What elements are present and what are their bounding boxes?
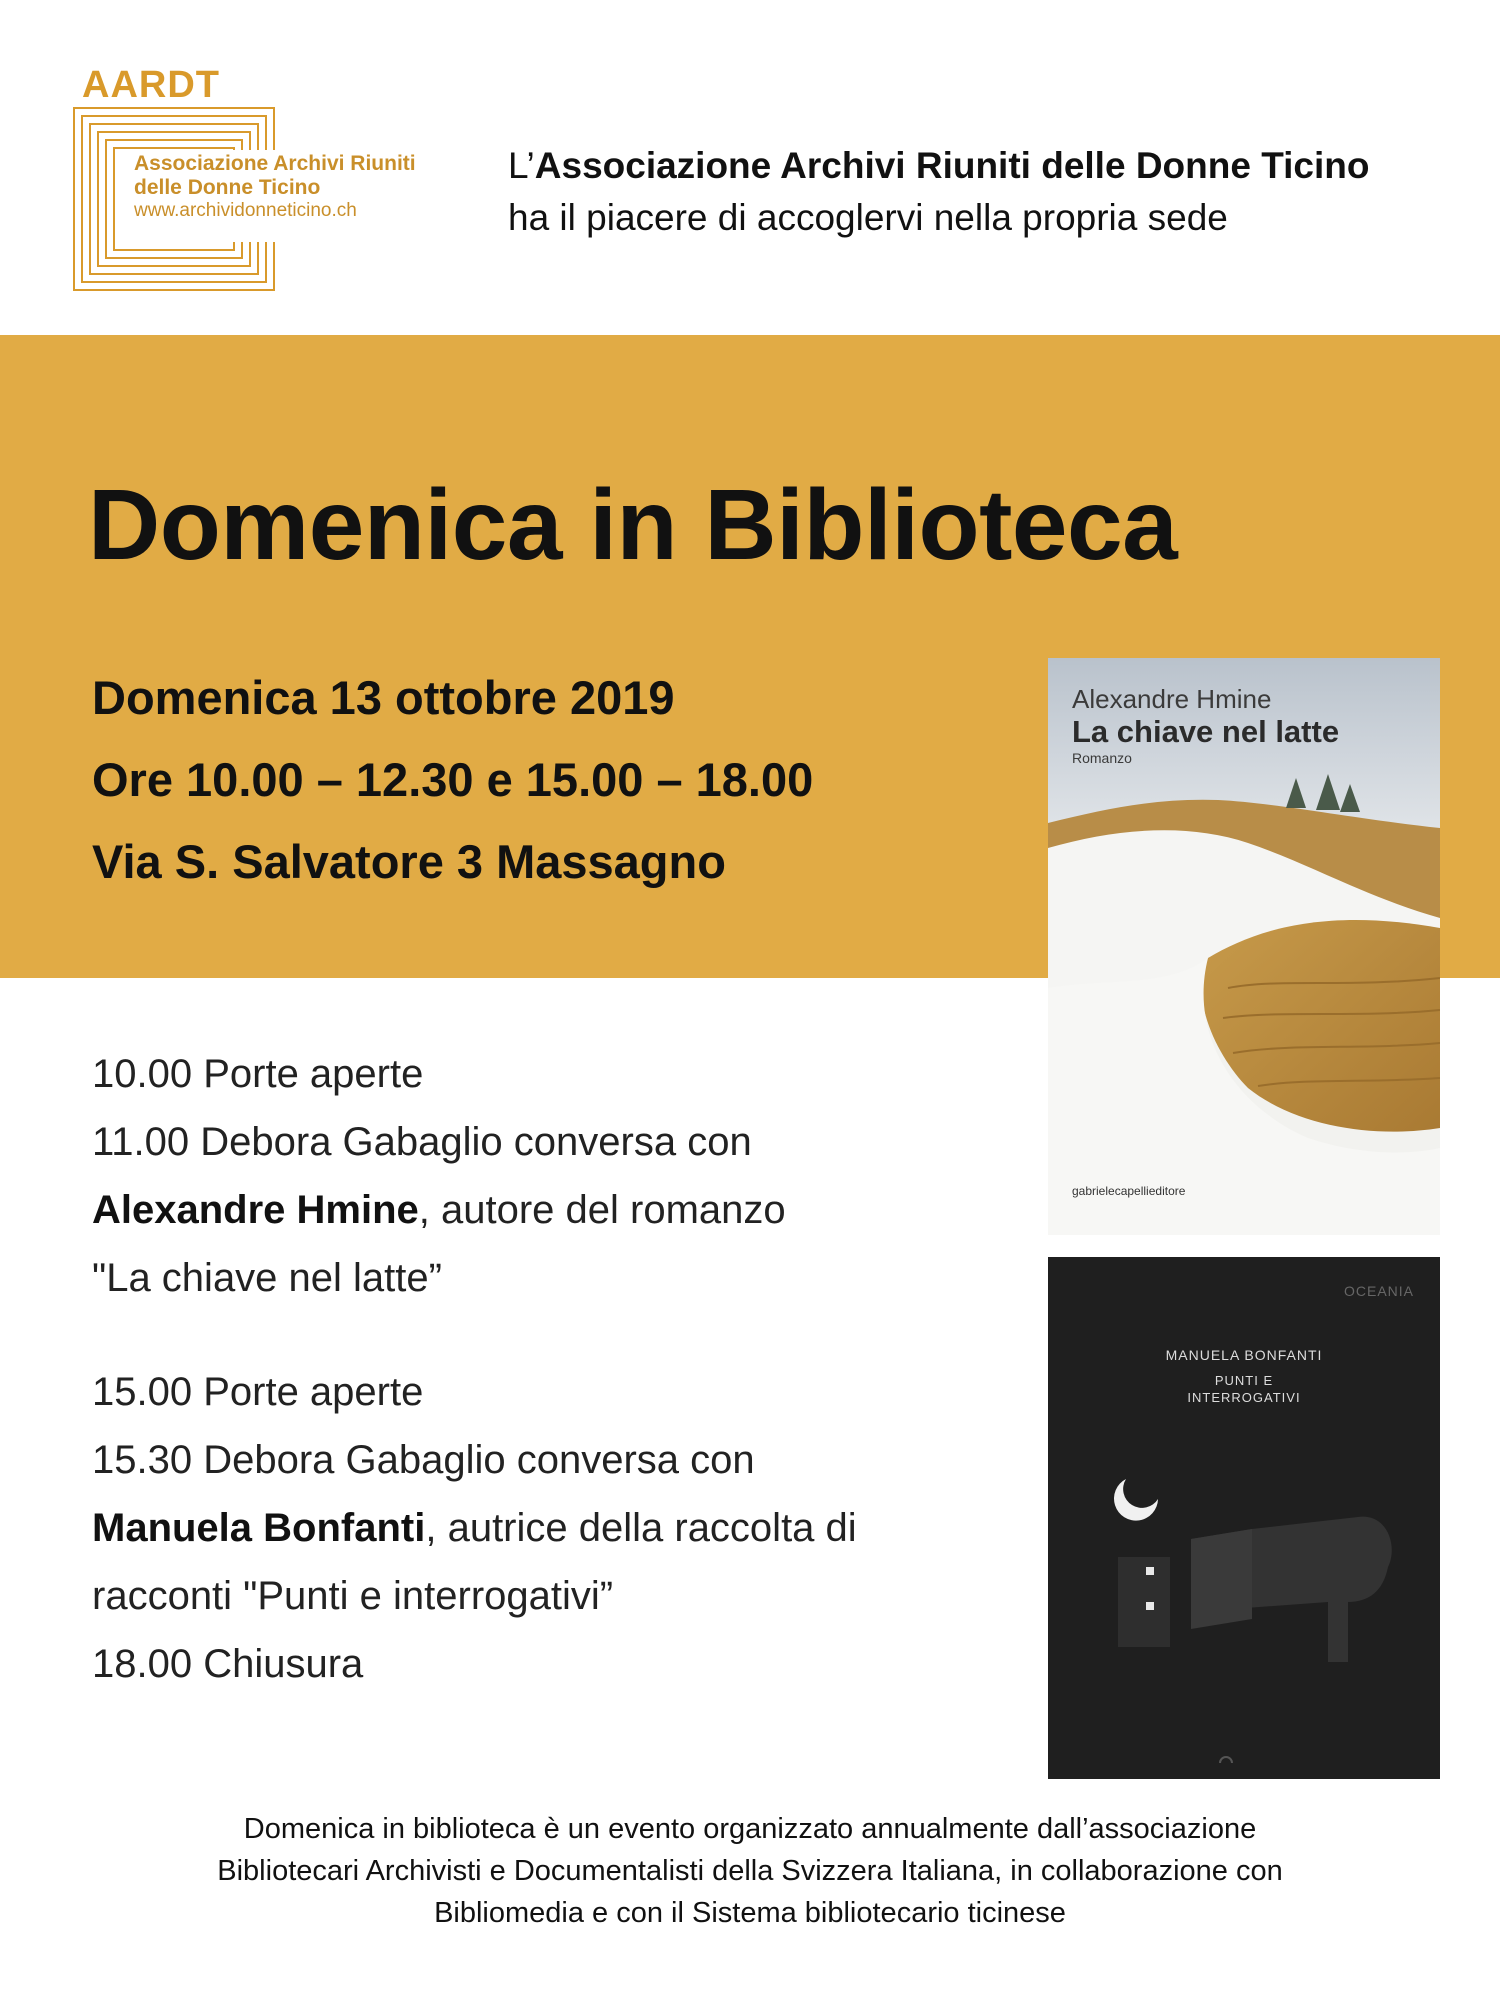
cover2-title-line-2: INTERROGATIVI bbox=[1187, 1389, 1301, 1405]
program-afternoon-close: 18.00 Chiusura bbox=[92, 1642, 364, 1686]
program bbox=[92, 1040, 857, 1698]
cover1-author: Alexandre Hmine bbox=[1072, 684, 1272, 714]
intro-prefix: L’ bbox=[508, 145, 535, 186]
footer-note bbox=[150, 1808, 1350, 1934]
event-hours: Ore 10.00 – 12.30 e 15.00 – 18.00 bbox=[92, 753, 814, 806]
intro-line-1 bbox=[508, 140, 1369, 192]
footer-line-2: Bibliotecari Archivisti e Documentalisti della Svizzera Italiana, in collaborazione con bbox=[217, 1855, 1283, 1887]
logo-url: www.archividonneticino.ch bbox=[134, 200, 357, 222]
intro bbox=[508, 140, 1369, 244]
cover-question-mark-illustration bbox=[1048, 1257, 1440, 1779]
cover2-title-line-1: PUNTI E bbox=[1214, 1373, 1274, 1388]
program-afternoon-author: Manuela Bonfanti bbox=[92, 1506, 426, 1550]
program-morning-author: Alexandre Hmine bbox=[92, 1188, 419, 1232]
footer-line-3: Bibliomedia e con il Sistema bibliotecario ticinese bbox=[434, 1897, 1066, 1929]
event-info bbox=[92, 670, 813, 916]
program-morning-book: "La chiave nel latte” bbox=[92, 1256, 442, 1300]
program-morning-open: 10.00 Porte aperte bbox=[92, 1052, 424, 1096]
event-address: Via S. Salvatore 3 Massagno bbox=[92, 835, 726, 888]
logo-line-2: delle Donne Ticino bbox=[134, 176, 321, 200]
program-morning-author-desc: , autore del romanzo bbox=[418, 1188, 786, 1232]
program-afternoon-author-row bbox=[92, 1494, 857, 1562]
program-afternoon-talk: 15.30 Debora Gabaglio conversa con bbox=[92, 1438, 755, 1482]
logo-acronym: AARDT bbox=[82, 64, 220, 106]
logo bbox=[72, 64, 482, 294]
program-afternoon-author-desc: , autrice della raccolta di bbox=[425, 1506, 857, 1550]
program-morning-talk: 11.00 Debora Gabaglio conversa con bbox=[92, 1120, 752, 1164]
program-spacer bbox=[92, 1312, 857, 1358]
logo-text bbox=[134, 152, 416, 222]
book-cover-punti-e-interrogativi bbox=[1048, 1257, 1440, 1779]
cover1-title: La chiave nel latte bbox=[1072, 714, 1340, 749]
intro-line-2: ha il piacere di accoglervi nella propria sede bbox=[508, 196, 1228, 238]
intro-org-name: Associazione Archivi Riuniti delle Donne Ticino bbox=[534, 145, 1370, 186]
cover2-author: MANUELA BONFANTI bbox=[1165, 1347, 1323, 1363]
program-afternoon-open: 15.00 Porte aperte bbox=[92, 1370, 424, 1414]
event-date: Domenica 13 ottobre 2019 bbox=[92, 671, 675, 724]
cover2-series: OCEANIA bbox=[1343, 1283, 1414, 1299]
logo-line-1: Associazione Archivi Riuniti bbox=[134, 152, 416, 175]
footer-line-1: Domenica in biblioteca è un evento organizzato annualmente dall’associazione bbox=[243, 1813, 1257, 1845]
program-morning-author-row bbox=[92, 1176, 857, 1244]
cover1-publisher: gabrielecapellieditore bbox=[1072, 1184, 1186, 1198]
book-cover-la-chiave-nel-latte bbox=[1048, 658, 1440, 1235]
program-afternoon-book: racconti "Punti e interrogativi” bbox=[92, 1574, 614, 1618]
page-title: Domenica in Biblioteca bbox=[88, 469, 1178, 581]
cover1-genre: Romanzo bbox=[1072, 750, 1132, 766]
moon-icon bbox=[1114, 1479, 1158, 1521]
